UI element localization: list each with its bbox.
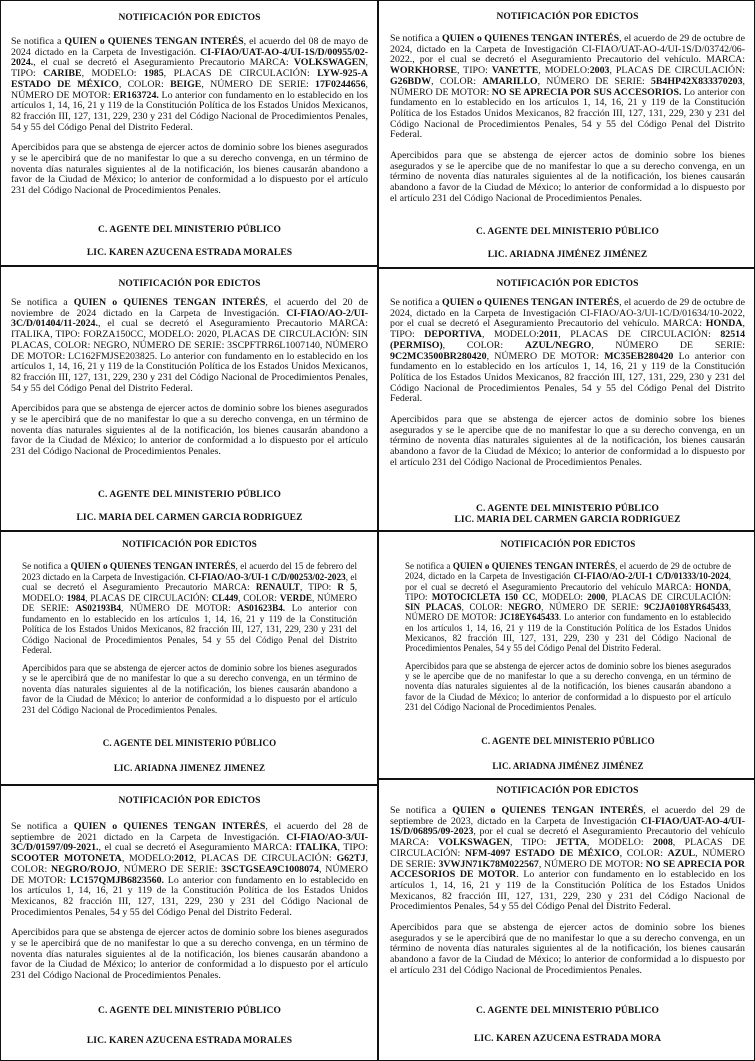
text-segment: , el acuerdo del 28 de septiembre de 2021 dictado en la Carpeta de Investigación. bbox=[11, 821, 369, 843]
bold-text-segment: 3VWJN71K78M022567 bbox=[438, 858, 539, 870]
bold-text-segment: NO SE APRECIA POR ACCESORIOS DE MOTOR bbox=[390, 858, 746, 881]
bold-text-segment: DEPORTIVA bbox=[424, 329, 482, 341]
bold-text-segment: QUIEN o QUIENES TENGAN INTERÉS bbox=[452, 805, 644, 816]
agent-title: C. AGENTE DEL MINISTERIO PÚBLICO bbox=[481, 736, 655, 746]
bold-text-segment: 9C2MC3500BR280420 bbox=[390, 350, 487, 362]
text-segment: , NÚMERO DE SERIE: bbox=[22, 592, 357, 613]
text-segment: , NÚMERO DE MOTOR: bbox=[486, 350, 605, 362]
bold-text-segment: G62TJ bbox=[336, 853, 366, 865]
agent-name: LIC. ARIADNA JIMÉNEZ JIMÉNEZ bbox=[487, 250, 648, 260]
agent-title: C. AGENTE DEL MINISTERIO PÚBLICO bbox=[476, 227, 659, 237]
text-segment: , PLACAS DE CIRCULACIÓN: bbox=[85, 592, 212, 603]
bold-text-segment: BEIGE bbox=[170, 78, 202, 90]
bold-text-segment: JETTA bbox=[555, 837, 587, 849]
bold-text-segment: ITALIKA bbox=[295, 842, 338, 854]
agent-name: LIC. MARIA DEL CARMEN GARCIA RODRIGUEZ bbox=[76, 513, 303, 523]
notice-title: NOTIFICACIÓN POR EDICTOS bbox=[496, 279, 639, 289]
bold-text-segment: 2000 bbox=[587, 591, 606, 602]
bold-text-segment: HONDA bbox=[705, 318, 743, 330]
text-segment: Se notifica a bbox=[390, 33, 442, 44]
bold-text-segment: VANETTE bbox=[491, 65, 539, 77]
text-segment: , COLOR: bbox=[11, 853, 368, 875]
text-segment: , NÚMERO DE MOTOR: bbox=[11, 78, 368, 101]
text-segment: Lo anterior con fundamento en lo establecido en los artículos 1, 14, 16, 21 y 119 de la Constitución Política de los Estados Unidos Mexicanos, 82 fracción III, 127, 131, 229, 230 y 231 del Código Nacional de Procedimientos Penales, 54 y 55 del Código Penal del Distrito Federal. bbox=[390, 350, 745, 405]
bold-text-segment: NFM-4097 ESTADO DE MÉXICO bbox=[464, 847, 620, 859]
text-segment: , el cual se decretó el Aseguramiento Precautorio MARCA: ITALIKA, TIPO: FORZA150CC, MODELO: 2020, PLACAS DE CIRCULACIÓN: SIN PLACAS, COLOR: NEGRO, NÚMERO DE SERIE: 3SCPFTRR6L1007140, NÚMERO DE MOTOR: LC162FMJSE203825. Lo anterior con fundamento en lo establecido en los artículos 1, 14, 16, 21 y 119 de la Constitución Política de los Estados Unidos Mexicanos, 82 fracción III, 127, 131, 229, 230 y 231 del Código Nacional de Procedimientos Penales, 54 y 55 del Código Penal del Distrito Federal. bbox=[11, 318, 368, 394]
bold-text-segment: CI-FIAO/UAT-AO-4/UI-1S/D/06895/09-2023 bbox=[390, 815, 745, 838]
text-segment: Se notifica a bbox=[390, 805, 453, 816]
text-segment: , COLOR: bbox=[238, 592, 280, 603]
bold-text-segment: R 5 bbox=[337, 582, 355, 592]
notice-card bbox=[378, 268, 755, 531]
notice-title: NOTIFICACIÓN POR EDICTOS bbox=[118, 13, 261, 23]
agent-name: LIC. MARIA DEL CARMEN GARCIA RODRIGUEZ bbox=[454, 515, 681, 525]
bold-text-segment: NEGRO/ROJO bbox=[51, 863, 118, 875]
notice-title: NOTIFICACIÓN POR EDICTOS bbox=[496, 12, 639, 22]
text-segment: , PLACAS DE CIRCULACIÓN: bbox=[193, 853, 337, 865]
notice-body bbox=[11, 822, 368, 918]
notice-card bbox=[0, 0, 378, 266]
bold-text-segment: 1985 bbox=[143, 68, 164, 80]
bold-text-segment: 2011 bbox=[539, 329, 559, 341]
notice-card bbox=[378, 779, 755, 1061]
notice-card bbox=[378, 531, 755, 779]
bold-text-segment: SIN PLACAS bbox=[405, 602, 462, 613]
text-segment: , COLOR: bbox=[431, 75, 483, 87]
text-segment: , PLACAS DE CIRCULACIÓN: bbox=[390, 837, 746, 859]
bold-text-segment: QUIEN o QUIENES TENGAN INTERÉS bbox=[441, 297, 620, 308]
text-segment: . Lo anterior con fundamento en lo establecido en los artículos 1, 14, 16, 21 y 119 de la Constitución Política de los Estados Unidos Mexicanos, 82 fracción III, 127, 131, 229, 230 y 231 del Código Nacional de Procedimientos Penales, 54 y 55 del Código Penal del Distrito Federal. bbox=[390, 869, 745, 913]
notice-warning-paragraph: Apercibidos para que se abstenga de ejercer actos de dominio sobre los bienes asegurados y se le apercibirá que de no manifestar lo que a su derecho convenga, en un término de noventa días naturales siguientes al de la notificación, los bienes causarán abandono a favor de la Ciudad de México; lo anterior de conformidad a lo dispuesto por el artículo 231 del Código Nacional de Procedimientos Penales. bbox=[11, 142, 368, 197]
text-segment: Se notifica a bbox=[11, 821, 74, 832]
text-segment: , NÚMERO DE SERIE: bbox=[541, 602, 645, 613]
bold-text-segment: 9C2JA0108YR645433 bbox=[644, 602, 729, 613]
agent-title: C. AGENTE DEL MINISTERIO PÚBLICO bbox=[102, 738, 277, 748]
text-segment: , NÚMERO DE MOTOR: bbox=[390, 75, 745, 98]
text-segment: , el cual se decretó el Aseguramiento Precautorio MARCA: bbox=[33, 57, 294, 69]
text-segment: , el acuerdo del 15 de febrero del 2023 dictado en la Carpeta de Investigación. bbox=[22, 561, 357, 582]
text-segment: , el cual se decretó el Aseguramiento Precautorio MARCA: bbox=[22, 571, 357, 592]
text-segment: Se notifica a bbox=[390, 297, 442, 308]
text-segment: , PLACAS DE CIRCULACIÓN: bbox=[609, 65, 746, 77]
bold-text-segment: MOTOCICLETA 150 CC bbox=[431, 591, 536, 602]
notice-warning-paragraph: Apercibidos para que se abstenga de ejercer actos de dominio sobre los bienes asegurados y se le apercibe que de no manifestar lo que a su derecho convenga, en un término de noventa días naturales siguientes al de la notificación, los bienes causarán abandono a favor de la Ciudad de México; lo anterior de conformidad a lo dispuesto por el artículo 231 del Código Nacional de Procedimientos Penales. bbox=[405, 660, 731, 712]
bold-text-segment: CARIBE bbox=[43, 68, 82, 80]
bold-text-segment: AS02193B4 bbox=[75, 603, 121, 613]
notice-title: NOTIFICACIÓN POR EDICTOS bbox=[118, 279, 261, 289]
text-segment: , COLOR: bbox=[118, 78, 171, 90]
notice-card bbox=[0, 785, 378, 1061]
text-segment: , TIPO: bbox=[299, 582, 338, 592]
bold-text-segment: 5B4HP42X833370203 bbox=[650, 75, 743, 87]
text-segment: , NÚMERO DE SERIE: bbox=[537, 75, 651, 87]
bold-text-segment: JC18EY645433 bbox=[499, 612, 559, 623]
agent-name: LIC. KAREN AZUCENA ESTRADA MORA bbox=[473, 1034, 662, 1044]
bold-text-segment: LC157QMJB6823560. bbox=[69, 874, 165, 886]
text-segment: . Lo anterior con fundamento en lo establecido en los artículos 1, 14, 16, 21 y 119 de la Constitución Política de los Estados Unidos Mexicanos, 82 fracción III, 127, 131, 229, 230 y 231 del Código Nacional de Procedimientos Penales, 54 y 55 del Código Penal del Distrito Federal. bbox=[405, 612, 731, 654]
text-segment: , MODELO: bbox=[538, 65, 590, 77]
agent-name: LIC. KAREN AZUCENA ESTRADA MORALES bbox=[86, 248, 293, 258]
text-segment: , NÚMERO DE MOTOR: bbox=[11, 863, 369, 886]
text-segment: Se notifica a bbox=[22, 561, 71, 571]
notice-title: NOTIFICACIÓN POR EDICTOS bbox=[122, 539, 257, 549]
bold-text-segment: QUIEN o QUIENES TENGAN INTERÉS bbox=[441, 33, 620, 44]
bold-text-segment: CI-FIAO/AO-3/UI-3C/D/01597/09-2021. bbox=[11, 831, 368, 854]
text-segment: , por el cual se decretó el Aseguramiento Precautorio del vehículo MARCA: bbox=[390, 826, 745, 849]
text-segment: , por el cual se decretó el Aseguramiento Precautorio del vehículo MARCA: bbox=[405, 571, 731, 592]
notice-body bbox=[405, 561, 731, 654]
bold-text-segment: 2012 bbox=[174, 853, 194, 865]
agent-title: C. AGENTE DEL MINISTERIO PÚBLICO bbox=[98, 490, 281, 500]
bold-text-segment: 82514 (PERMISO) bbox=[390, 329, 746, 351]
text-segment: , PLACAS DE CIRCULACIÓN: bbox=[558, 329, 721, 341]
bold-text-segment: AZUL/NEGRO bbox=[524, 339, 592, 351]
notice-card bbox=[0, 266, 378, 531]
bold-text-segment: VOLKSWAGEN bbox=[438, 837, 511, 849]
text-segment: , NÚMERO DE MOTOR: bbox=[538, 858, 646, 870]
text-segment: Se notifica a bbox=[405, 561, 453, 571]
notice-body bbox=[390, 34, 745, 141]
bold-text-segment: 2003 bbox=[589, 65, 610, 77]
notice-warning-paragraph: Apercibidos para que se abstenga de ejercer actos de dominio sobre los bienes asegurados y se le apercibe que de no manifestar lo que a su derecho convenga, en un término de noventa días naturales siguientes al de la notificación, los bienes causarán abandono a favor de la Ciudad de México; lo anterior de conformidad a lo dispuesto por el artículo 231 del Código Nacional de Procedimientos Penales. bbox=[390, 150, 745, 204]
bold-text-segment: CI-FIAO/AO-3/UI-1 C/D/00253/02-2023 bbox=[188, 571, 346, 582]
notice-title: NOTIFICACIÓN POR EDICTOS bbox=[500, 539, 636, 549]
text-segment: , MODELO: bbox=[586, 837, 654, 849]
bold-text-segment: NO SE APRECIA POR SUS ACCESORIOS. bbox=[491, 86, 682, 98]
text-segment: Lo anterior con fundamento en lo establecido en los artículos 1, 14, 16, 21 y 119 de la Constitución Política de los Estados Unidos Mexicanos, 82 fracción III, 127, 131, 229, 230 y 231 del Código Nacional de Procedimientos Penales, 54 y 55 del Código Penal del Distrito Federal. bbox=[11, 89, 368, 133]
bold-text-segment: QUIEN o QUIENES TENGAN INTERÉS bbox=[70, 561, 236, 571]
bold-text-segment: WORKHORSE bbox=[390, 65, 457, 77]
text-segment: Lo anterior con fundamento en lo establecido en los artículos 1, 14, 16, 21 y 119 de la Constitución Política de los Estados Unidos Mexicanos, 82 fracción III, 127, 131, 229, 230 y 231 del Código Nacional de Procedimientos Penales, 54 y 55 del Código Penal del Distrito Federal. bbox=[390, 86, 745, 141]
agent-title: C. AGENTE DEL MINISTERIO PÚBLICO bbox=[476, 504, 659, 514]
bold-text-segment: AS01623B4. bbox=[237, 603, 286, 613]
text-segment: , NÚMERO DE SERIE: bbox=[117, 863, 222, 875]
text-segment: , el acuerdo del 29 de septiembre de 2023, dictado en la Carpeta de Investigación bbox=[390, 805, 746, 827]
bold-text-segment: LYW-925-A ESTADO DE MÉXICO bbox=[11, 68, 368, 90]
text-segment: , MODELO: bbox=[22, 582, 357, 603]
text-segment: , MODELO: bbox=[481, 329, 539, 341]
notice-body bbox=[11, 37, 368, 133]
bold-text-segment: MC35EB280420 bbox=[604, 350, 674, 362]
agent-title: C. AGENTE DEL MINISTERIO PÚBLICO bbox=[476, 1006, 659, 1016]
bold-text-segment: VERDE bbox=[279, 592, 313, 603]
text-segment: Se notifica a bbox=[11, 36, 65, 47]
text-segment: , el acuerdo del 08 de mayo de 2024 dictado en la Carpeta de Investigación. bbox=[11, 36, 368, 58]
notice-warning-paragraph: Apercibidos para que se abstenga de ejercer actos de dominio sobre los bienes asegurados y se le apercibe que de no manifestar lo que a su derecho convenga, en un término de noventa días naturales siguientes al de la notificación, los bienes causarán abandono a favor de la Ciudad de México; lo anterior de conformidad a lo dispuesto por el artículo 231 del Código Nacional de Procedimientos Penales. bbox=[390, 414, 745, 468]
notice-card bbox=[378, 0, 755, 268]
notice-card bbox=[0, 531, 378, 785]
notice-warning-paragraph: Apercibidos para que se abstenga de ejercer actos de dominio sobre los bienes asegurados y se le apercibirá que de no manifestar lo que a su derecho convenga, en un término de noventa días naturales siguientes al de la notificación, los bienes causarán abandono a favor de la Ciudad de México; lo anterior de conformidad a lo dispuesto por el artículo 231 del Código Nacional de Procedimientos Penales. bbox=[11, 927, 368, 982]
bold-text-segment: VOLKSWAGEN bbox=[293, 57, 366, 69]
notice-title: NOTIFICACIÓN POR EDICTOS bbox=[496, 786, 639, 796]
notice-body bbox=[11, 298, 368, 394]
text-segment: , TIPO: bbox=[510, 837, 556, 849]
bold-text-segment: QUIEN o QUIENES TENGAN INTERÉS bbox=[452, 561, 616, 571]
agent-title: C. AGENTE DEL MINISTERIO PÚBLICO bbox=[98, 225, 281, 235]
text-segment: , COLOR: bbox=[619, 847, 668, 859]
bold-text-segment: QUIEN o QUIENES TENGAN INTERÉS bbox=[64, 36, 244, 47]
bold-text-segment: AZUL bbox=[667, 847, 696, 859]
bold-text-segment: 2008 bbox=[653, 837, 673, 849]
agent-name: LIC. ARIADNA JIMENEZ JIMENEZ bbox=[113, 763, 266, 773]
text-segment: Lo anterior con fundamento en lo establecido en los artículos 1, 14, 16, 21 y 119 de la Constitución Política de los Estados Unidos Mexicanos, 82 fracción III, 127, 131, 229, 230 y 231 del Código Nacional de Procedimientos Penales, 54 y 55 del Código Penal del Distrito Federal. bbox=[11, 874, 369, 918]
bold-text-segment: 1984 bbox=[66, 592, 86, 603]
bold-text-segment: HONDA bbox=[695, 581, 729, 592]
text-segment: , el cual se decretó el Aseguramiento MARCA: bbox=[98, 842, 296, 854]
bold-text-segment: AMARILLO bbox=[482, 75, 538, 87]
text-segment: , TIPO: bbox=[337, 842, 368, 854]
notice-warning-paragraph: Apercibidos para que se abstenga de ejercer actos de dominio sobre los bienes asegurados y se le apercibirá que de no manifestar lo que a su derecho convenga, en un término de noventa días naturales siguientes al de la notificación, los bienes causarán abandono a favor de la Ciudad de México; lo anterior de conformidad a lo dispuesto por el artículo 231 del Código Nacional de Procedimientos Penales. bbox=[390, 922, 745, 976]
text-segment: , NÚMERO DE SERIE: bbox=[390, 847, 745, 870]
bold-text-segment: CI-FIAO/UAT-AO-4/UI-1S/D/00955/02-2024. bbox=[11, 46, 368, 69]
bold-text-segment: CL449 bbox=[211, 592, 239, 603]
text-segment: , NÚMERO DE SERIE: bbox=[591, 339, 745, 351]
bold-text-segment: QUIEN o QUIENES TENGAN INTERÉS bbox=[73, 821, 266, 832]
text-segment: , TIPO: bbox=[11, 57, 368, 80]
notice-body bbox=[22, 561, 357, 656]
text-segment: , el acuerdo de 29 de octubre de 2024, dictado en la Carpeta de Investigación bbox=[405, 561, 731, 582]
bold-text-segment: SCOOTER MOTONETA bbox=[11, 853, 122, 865]
text-segment: , el acuerdo de 29 de octubre de 2024, dictado en la Carpeta de Investigación CI-FIAO/AO-3/UI-1C/D/01634/10-2022, por el cual se decretó el Aseguramiento Precautorio del vehículo. MARCA: bbox=[390, 297, 745, 330]
bold-text-segment: ER163724. bbox=[113, 89, 159, 101]
bold-text-segment: CI-FIAO/AO-2/UI-3C/D/01404/11-2024. bbox=[11, 307, 368, 330]
text-segment: , NÚMERO DE MOTOR: bbox=[405, 602, 732, 623]
text-segment: , MODELO: bbox=[535, 591, 588, 602]
text-segment: , el acuerdo de 29 de octubre de 2024, dictado en la Carpeta de Investigación CI-FIAO/UAT-AO-4/UI-1S/D/03742/06-2022., por el cual se decretó el Aseguramiento Precautorio del vehículo. MARCA: bbox=[390, 33, 745, 66]
notice-title: NOTIFICACIÓN POR EDICTOS bbox=[118, 796, 261, 806]
text-segment: , TIPO: bbox=[390, 318, 745, 341]
bold-text-segment: RENAULT bbox=[255, 582, 300, 592]
bold-text-segment: 17F0244656 bbox=[315, 78, 366, 90]
text-segment: , PLACAS DE CIRCULACIÓN: bbox=[605, 591, 732, 602]
bold-text-segment: NEGRO bbox=[508, 602, 542, 613]
text-segment: , NÚMERO DE SERIE: bbox=[201, 78, 316, 90]
text-segment: , MODELO: bbox=[81, 68, 144, 80]
text-segment: Se notifica a bbox=[11, 297, 74, 308]
text-segment: , COLOR: bbox=[442, 339, 525, 351]
text-segment: , TIPO: bbox=[456, 65, 492, 77]
bold-text-segment: QUIEN o QUIENES TENGAN INTERÉS bbox=[73, 297, 266, 308]
text-segment: , TIPO: bbox=[405, 581, 731, 602]
bold-text-segment: 3SCTGSEA9C1008074 bbox=[221, 863, 319, 875]
agent-name: LIC. ARIADNA JIMÉNEZ JIMÉNEZ bbox=[492, 761, 644, 771]
text-segment: , el acuerdo del 20 de noviembre de 2024 dictado en la Carpeta de Investigación. bbox=[11, 297, 369, 319]
text-segment: , MODELO: bbox=[121, 853, 175, 865]
notice-body bbox=[390, 806, 745, 913]
text-segment: , PLACAS DE CIRCULACIÓN: bbox=[163, 68, 318, 80]
agent-name: LIC. KAREN AZUCENA ESTRADA MORALES bbox=[86, 1036, 293, 1046]
text-segment: , NÚMERO DE MOTOR: bbox=[120, 603, 238, 613]
text-segment: Lo anterior con fundamento en lo establecido en los artículos 1, 14, 16, 21 y 119 de la Constitución Política de los Estados Unidos Mexicanos, 82 fracción III, 127, 131, 229, 230 y 231 del Código Nacional de Procedimientos Penales, 54 y 55 del Código Penal del Distrito Federal. bbox=[22, 603, 357, 655]
bold-text-segment: G26BDW bbox=[390, 75, 432, 87]
notice-warning-paragraph: Apercibidos para que se abstenga de ejercer actos de dominio sobre los bienes asegurados y se le apercibirá que de no manifestar lo que a su derecho convenga, en un término de noventa días naturales siguientes al de la notificación, los bienes causarán abandono a favor de la Ciudad de México; lo anterior de conformidad a lo dispuesto por el artículo 231 del Código Nacional de Procedimientos Penales. bbox=[22, 662, 357, 715]
notice-warning-paragraph: Apercibidos para que se abstenga de ejercer actos de dominio sobre los bienes asegurados y se le apercibirá que de no manifestar lo que a su derecho convenga, en un término de noventa días naturales siguientes al de la notificación, los bienes causarán abandono a favor de la Ciudad de México; lo anterior de conformidad a lo dispuesto por el artículo 231 del Código Nacional de Procedimientos Penales. bbox=[11, 403, 368, 458]
notice-body bbox=[390, 298, 745, 405]
text-segment: , COLOR: bbox=[461, 602, 509, 613]
bold-text-segment: CI-FIAO/AO-2/UI-1 C/D/01333/10-2024 bbox=[573, 571, 729, 582]
agent-title: C. AGENTE DEL MINISTERIO PÚBLICO bbox=[98, 1006, 281, 1016]
